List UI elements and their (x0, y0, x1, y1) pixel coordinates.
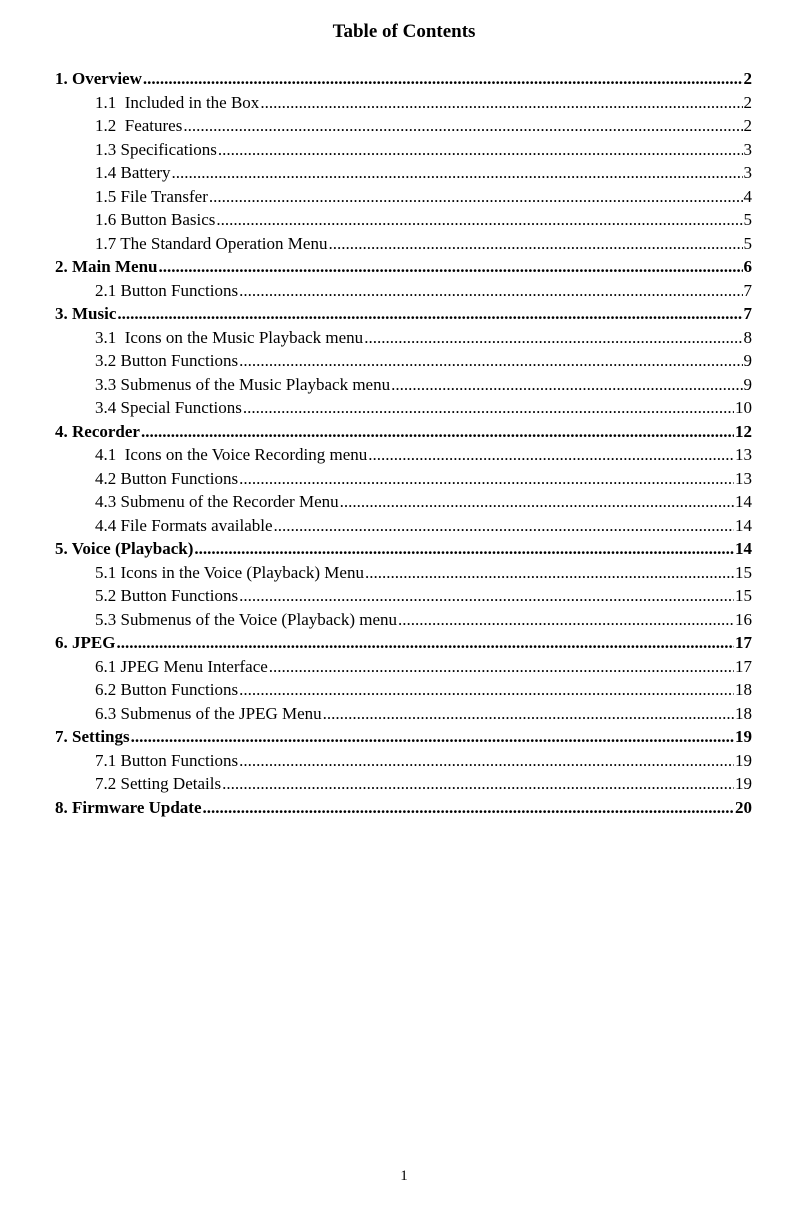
toc-subsection-entry[interactable] (55, 138, 752, 162)
toc-entry-label: 5.1 Icons in the Voice (Playback) Menu (95, 562, 364, 582)
toc-dot-leader (239, 749, 734, 773)
toc-dot-leader (368, 443, 734, 467)
toc-entry-page: 15 (735, 562, 752, 582)
toc-entry-page: 19 (735, 774, 752, 793)
toc-subsection-entry[interactable] (55, 702, 752, 726)
toc-dot-leader (340, 490, 734, 514)
toc-subsection-entry[interactable] (55, 514, 752, 538)
toc-entry-page: 16 (735, 609, 752, 629)
toc-dot-leader (131, 725, 734, 749)
toc-dot-leader (365, 561, 734, 585)
toc-entry-page: 9 (743, 374, 752, 394)
toc-entry-label: 6.3 Submenus of the JPEG Menu (95, 703, 322, 723)
toc-section-entry[interactable] (55, 725, 752, 749)
toc-entry-label: 4.2 Button Functions (95, 468, 239, 488)
toc-section-entry[interactable] (55, 255, 752, 279)
toc-entry-label: 5.2 Button Functions (95, 586, 239, 605)
toc-dot-leader (243, 396, 734, 420)
toc-entry-page: 5 (743, 210, 752, 229)
toc-entry-page: 20 (735, 797, 752, 817)
toc-dot-leader (116, 631, 734, 655)
toc-entry-page: 19 (735, 750, 752, 770)
toc-entry-page: 14 (735, 515, 752, 535)
toc-section-entry[interactable] (55, 631, 752, 655)
toc-subsection-entry[interactable] (55, 608, 752, 632)
toc-dot-leader (218, 138, 743, 162)
toc-dot-leader (141, 420, 734, 444)
toc-subsection-entry[interactable] (55, 467, 752, 491)
toc-dot-leader (269, 655, 734, 679)
toc-entry-label: 7.2 Setting Details (95, 774, 222, 793)
table-of-contents (55, 67, 752, 819)
toc-entry-page: 13 (735, 445, 752, 464)
page-number: 1 (400, 1168, 408, 1184)
toc-subsection-entry[interactable] (55, 561, 752, 585)
toc-subsection-entry[interactable] (55, 443, 752, 467)
toc-dot-leader (239, 678, 734, 702)
toc-dot-leader (183, 114, 742, 138)
toc-entry-label: 1.1 Included in the Box (95, 92, 260, 112)
toc-subsection-entry[interactable] (55, 326, 752, 350)
toc-entry-page: 17 (735, 656, 752, 676)
toc-subsection-entry[interactable] (55, 91, 752, 115)
toc-dot-leader (194, 537, 734, 561)
toc-entry-label: 3.2 Button Functions (95, 351, 239, 370)
toc-section-entry[interactable] (55, 302, 752, 326)
toc-entry-label: 2. Main Menu (55, 257, 158, 276)
toc-entry-page: 2 (743, 69, 752, 88)
toc-subsection-entry[interactable] (55, 279, 752, 303)
page-title: Table of Contents (332, 21, 476, 42)
toc-entry-label: 5.3 Submenus of the Voice (Playback) menu (95, 609, 398, 629)
toc-dot-leader (203, 796, 734, 820)
toc-entry-label: 4.3 Submenu of the Recorder Menu (95, 492, 339, 511)
toc-subsection-entry[interactable] (55, 678, 752, 702)
toc-entry-label: 3.1 Icons on the Music Playback menu (95, 327, 364, 347)
toc-entry-page: 3 (743, 139, 752, 159)
toc-entry-label: 4.4 File Formats available (95, 515, 273, 535)
toc-dot-leader (239, 279, 742, 303)
toc-entry-label: 8. Firmware Update (55, 797, 202, 817)
toc-subsection-entry[interactable] (55, 772, 752, 796)
toc-entry-label: 1.7 The Standard Operation Menu (95, 233, 328, 253)
toc-entry-label: 1.4 Battery (95, 163, 171, 182)
toc-entry-label: 4. Recorder (55, 421, 140, 441)
toc-dot-leader (172, 161, 743, 185)
toc-entry-page: 6 (743, 257, 752, 276)
toc-entry-label: 6. JPEG (55, 633, 116, 652)
toc-dot-leader (323, 702, 734, 726)
toc-subsection-entry[interactable] (55, 114, 752, 138)
toc-entry-label: 7. Settings (55, 727, 130, 746)
toc-entry-page: 9 (743, 351, 752, 370)
toc-dot-leader (239, 584, 734, 608)
toc-subsection-entry[interactable] (55, 490, 752, 514)
toc-subsection-entry[interactable] (55, 349, 752, 373)
toc-entry-page: 17 (735, 633, 752, 652)
toc-dot-leader (239, 467, 734, 491)
toc-entry-label: 2.1 Button Functions (95, 280, 239, 300)
toc-entry-page: 5 (743, 233, 752, 253)
toc-entry-label: 6.1 JPEG Menu Interface (95, 656, 268, 676)
toc-dot-leader (274, 514, 734, 538)
toc-entry-page: 7 (743, 280, 752, 300)
toc-entry-label: 3.4 Special Functions (95, 398, 242, 417)
toc-entry-label: 5. Voice (Playback) (55, 539, 194, 558)
toc-dot-leader (364, 326, 742, 350)
toc-section-entry[interactable] (55, 420, 752, 444)
toc-subsection-entry[interactable] (55, 373, 752, 397)
toc-entry-page: 14 (735, 539, 752, 558)
toc-dot-leader (158, 255, 742, 279)
toc-entry-label: 7.1 Button Functions (95, 750, 239, 770)
toc-dot-leader (328, 232, 742, 256)
toc-entry-page: 10 (735, 398, 752, 417)
toc-entry-page: 8 (743, 327, 752, 347)
toc-entry-page: 19 (735, 727, 752, 746)
toc-dot-leader (222, 772, 734, 796)
toc-entry-page: 7 (743, 304, 752, 323)
toc-entry-page: 12 (735, 421, 752, 441)
toc-entry-label: 4.1 Icons on the Voice Recording menu (95, 445, 368, 464)
toc-dot-leader (260, 91, 742, 115)
toc-entry-label: 3.3 Submenus of the Music Playback menu (95, 374, 391, 394)
toc-entry-label: 1. Overview (55, 69, 142, 88)
toc-entry-page: 18 (735, 703, 752, 723)
toc-dot-leader (391, 373, 742, 397)
toc-entry-label: 1.5 File Transfer (95, 186, 208, 206)
toc-entry-label: 1.3 Specifications (95, 139, 217, 159)
toc-entry-page: 4 (743, 186, 752, 206)
toc-entry-page: 15 (735, 586, 752, 605)
toc-entry-page: 3 (743, 163, 752, 182)
toc-section-entry[interactable] (55, 537, 752, 561)
toc-entry-page: 2 (743, 116, 752, 135)
toc-dot-leader (209, 185, 743, 209)
toc-subsection-entry[interactable] (55, 584, 752, 608)
toc-subsection-entry[interactable] (55, 655, 752, 679)
toc-subsection-entry[interactable] (55, 749, 752, 773)
toc-subsection-entry[interactable] (55, 185, 752, 209)
toc-entry-label: 1.6 Button Basics (95, 210, 216, 229)
toc-section-entry[interactable] (55, 67, 752, 91)
toc-entry-label: 6.2 Button Functions (95, 680, 239, 699)
toc-entry-page: 2 (743, 92, 752, 112)
toc-entry-page: 13 (735, 468, 752, 488)
toc-dot-leader (216, 208, 742, 232)
toc-dot-leader (398, 608, 734, 632)
toc-section-entry[interactable] (55, 796, 752, 820)
toc-entry-label: 3. Music (55, 304, 117, 323)
toc-subsection-entry[interactable] (55, 208, 752, 232)
toc-subsection-entry[interactable] (55, 396, 752, 420)
toc-entry-page: 18 (735, 680, 752, 699)
toc-dot-leader (117, 302, 742, 326)
toc-dot-leader (143, 67, 743, 91)
toc-dot-leader (239, 349, 742, 373)
toc-entry-label: 1.2 Features (95, 116, 183, 135)
toc-subsection-entry[interactable] (55, 161, 752, 185)
toc-subsection-entry[interactable] (55, 232, 752, 256)
toc-entry-page: 14 (735, 492, 752, 511)
